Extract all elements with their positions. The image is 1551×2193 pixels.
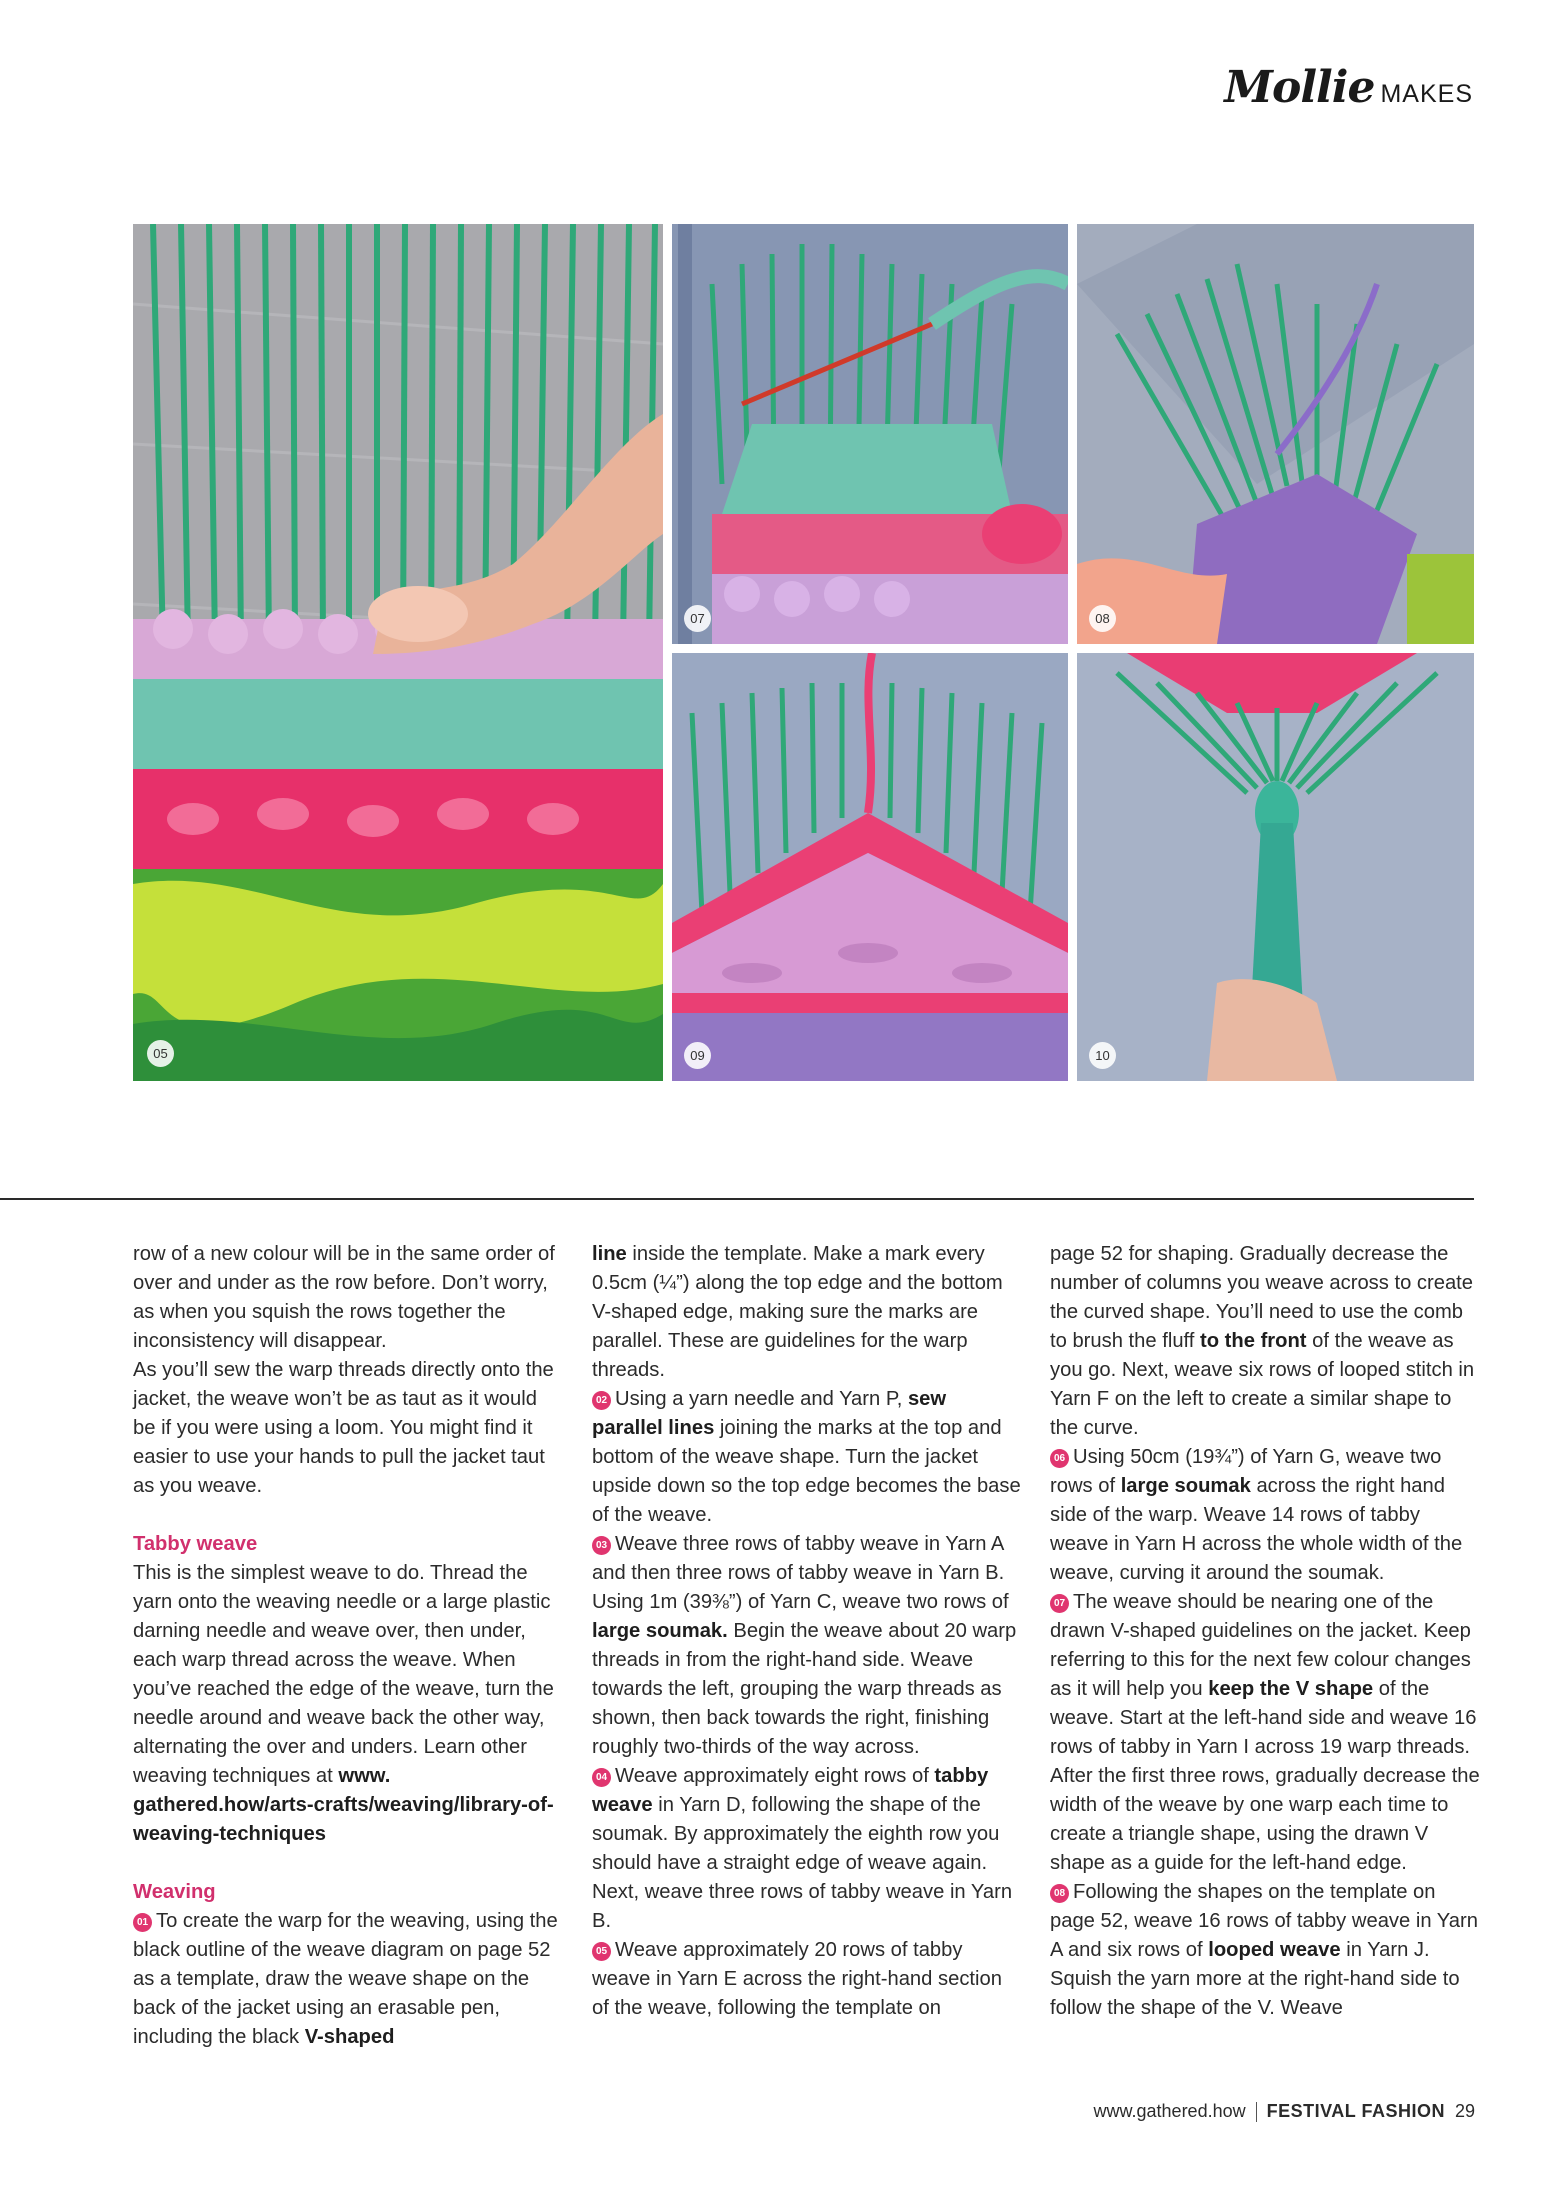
- step-number-03: 03: [592, 1536, 611, 1555]
- footer-url[interactable]: www.gathered.how: [1093, 2101, 1246, 2121]
- step-05: 05 Weave approximately 20 rows of tabby weave in Yarn E across the right-hand section of the weave, following the template on: [592, 1939, 1002, 2019]
- text-column-2: [592, 1240, 1022, 2023]
- photo-07-illustration: [672, 224, 1068, 644]
- step-number-02: 02: [592, 1391, 611, 1410]
- brand-logo: [1224, 62, 1473, 113]
- step-number-05: 05: [592, 1942, 611, 1961]
- paragraph: As you’ll sew the warp threads directly onto the jacket, the weave won’t be as taut as it would be if you were using a loom. You might find it easier to use your hands to pull the jacket taut as you weave.: [133, 1359, 554, 1497]
- step-06: 06 Using 50cm (19¾”) of Yarn G, weave two rows of large soumak across the right hand side of the warp. Weave 14 rows of tabby weave in Yarn H across the whole width of the weave, curving it around the soumak.: [1050, 1446, 1463, 1584]
- photo-step-08: [1077, 224, 1474, 644]
- photo-10-illustration: [1077, 653, 1474, 1081]
- photo-09-illustration: [672, 653, 1068, 1081]
- heading-weaving: Weaving: [133, 1881, 216, 1903]
- step-07: 07 The weave should be nearing one of the drawn V-shaped guidelines on the jacket. Keep referring to this for the next few colour changes as it will help you keep the V shape of the weave. Start at the left-hand side and weave 16 rows of tabby in Yarn I across 19 warp threads. After the first three rows, gradually decrease the width of the weave by one warp each time to create a triangle shape, using the drawn V shape as a guide for the left-hand edge.: [1050, 1591, 1480, 1874]
- text-column-3: [1050, 1240, 1480, 2023]
- step-08: 08 Following the shapes on the template on page 52, weave 16 rows of tabby weave in Yarn A and six rows of looped weave in Yarn J. Squish the yarn more at the right-hand side to follow the shape of the V. Weave: [1050, 1881, 1478, 2019]
- step-02: 02 Using a yarn needle and Yarn P, sew parallel lines joining the marks at the top and bottom of the weave shape. Turn the jacket upside down so the top edge becomes the base of the weave.: [592, 1388, 1021, 1526]
- page-number: 29: [1454, 2101, 1475, 2121]
- step-badge-07: 07: [684, 605, 711, 632]
- brand-script: Mollie: [1224, 62, 1375, 113]
- photo-step-10: [1077, 653, 1474, 1081]
- paragraph: line inside the template. Make a mark every 0.5cm (¼”) along the top edge and the bottom V-shaped edge, making sure the marks are parallel. These are guidelines for the warp threads.: [592, 1243, 1003, 1381]
- text-column-1: [133, 1240, 563, 2052]
- heading-tabby-weave: Tabby weave: [133, 1533, 258, 1555]
- photo-05-illustration: [133, 224, 663, 1081]
- step-badge-05: 05: [147, 1040, 174, 1067]
- photo-step-07: [672, 224, 1068, 644]
- step-badge-09: 09: [684, 1042, 711, 1069]
- section-divider: [0, 1198, 1474, 1200]
- step-number-06: 06: [1050, 1449, 1069, 1468]
- weaving-techniques-link[interactable]: www. gathered.how/arts-crafts/weaving/library-of-weaving-techniques: [133, 1765, 554, 1845]
- step-01: 01 To create the warp for the weaving, using the black outline of the weave diagram on page 52 as a template, draw the weave shape on the back of the jacket using an erasable pen, including the black V-shaped: [133, 1910, 558, 2048]
- page-footer: [1094, 2101, 1475, 2122]
- photo-step-05: [133, 224, 663, 1081]
- step-04: 04 Weave approximately eight rows of tabby weave in Yarn D, following the shape of the soumak. By approximately the eighth row you should have a straight edge of weave again. Next, weave three rows of tabby weave in Yarn B.: [592, 1765, 1013, 1932]
- footer-separator: [1256, 2102, 1257, 2122]
- step-number-04: 04: [592, 1768, 611, 1787]
- paragraph: This is the simplest weave to do. Thread the yarn onto the weaving needle or a large plastic darning needle and weave over, then under, each warp thread across the weave. When you’ve reached the edge of the weave, turn the needle around and weave back the other way, alternating the over and unders. Learn other weaving techniques at www. gathered.how/arts-crafts/weaving/library-of-weaving-techniques: [133, 1562, 554, 1845]
- step-number-07: 07: [1050, 1594, 1069, 1613]
- step-03: 03 Weave three rows of tabby weave in Yarn A and then three rows of tabby weave in Yarn B. Using 1m (39⅜”) of Yarn C, weave two rows of large soumak. Begin the weave about 20 warp threads in from the right-hand side. Weave towards the left, grouping the warp threads as shown, then back towards the right, finishing roughly two-thirds of the way across.: [592, 1533, 1017, 1758]
- photo-08-illustration: [1077, 224, 1474, 644]
- step-number-01: 01: [133, 1913, 152, 1932]
- step-badge-10: 10: [1089, 1042, 1116, 1069]
- footer-section: FESTIVAL FASHION: [1266, 2101, 1445, 2121]
- paragraph: page 52 for shaping. Gradually decrease the number of columns you weave across to create the curved shape. You’ll need to use the comb to brush the fluff to the front of the weave as you go. Next, weave six rows of looped stitch in Yarn F on the left to create a similar shape to the curve.: [1050, 1243, 1475, 1439]
- step-number-08: 08: [1050, 1884, 1069, 1903]
- photo-step-09: [672, 653, 1068, 1081]
- step-badge-08: 08: [1089, 605, 1116, 632]
- brand-word: MAKES: [1380, 80, 1473, 108]
- paragraph: row of a new colour will be in the same order of over and under as the row before. Don’t worry, as when you squish the rows together the inconsistency will disappear.: [133, 1243, 555, 1352]
